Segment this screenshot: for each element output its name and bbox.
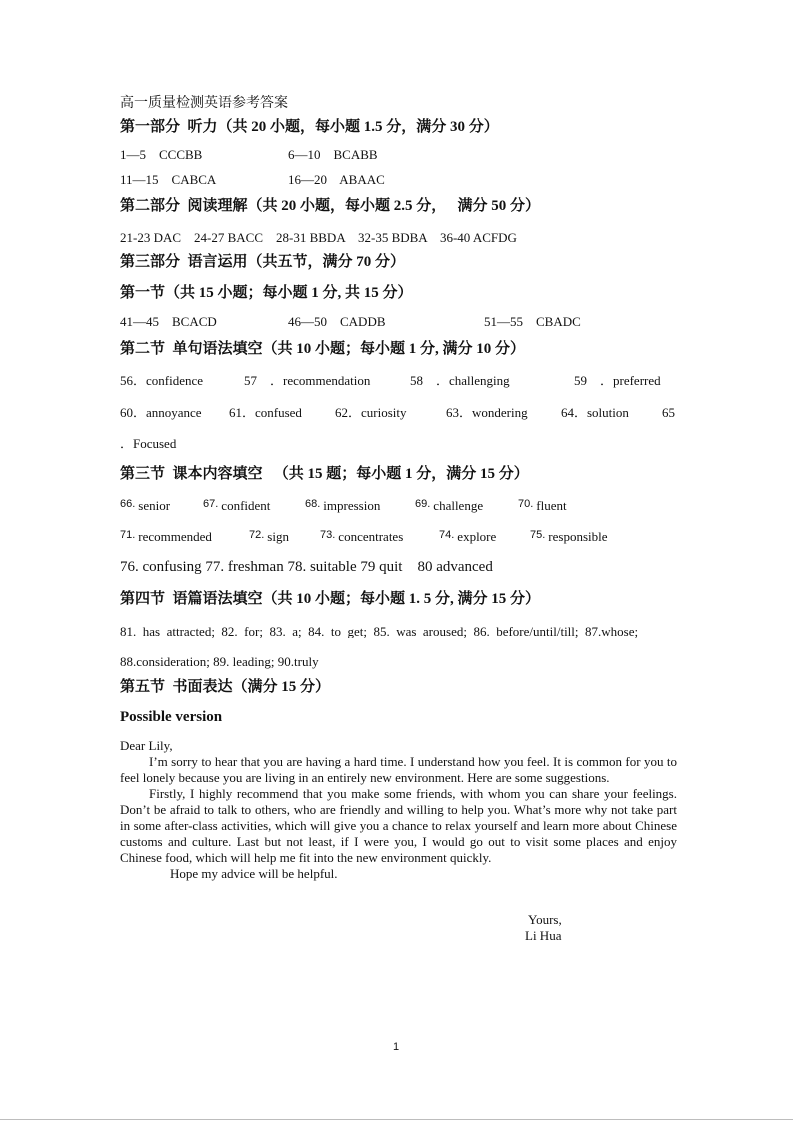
letter-signature: Li Hua [525,928,562,943]
section3-item-74 [439,530,496,543]
letter-closing: Yours, [528,912,562,927]
section3-item-71 [120,530,212,543]
section2-answer-61: 61．confused [229,405,302,420]
item-number: 75. [530,529,546,541]
section3-item-69 [415,499,483,512]
letter-paragraph-1: I’m sorry to hear that you are having a hard time. I understand how you feel. It is common for you to feel lonely because you are living in an entirely new environment. Here are some suggestions. [120,754,677,785]
section1-answers-46-50: 46—50 CADDB [288,314,386,329]
model-letter [120,738,677,882]
section3-item-72 [249,530,289,543]
part2-answers: 21-23 DAC 24-27 BACC 28-31 BBDA 32-35 BDBA 36-40 ACFDG [120,230,517,245]
page-number: 1 [393,1041,400,1053]
item-number: 67. [203,498,219,510]
section2-answer-65-number: 65 [662,405,675,420]
part1-heading: 第一部分 听力（共 20 小题，每小题 1.5 分，满分 30 分） [120,119,499,135]
item-answer: impression [323,498,381,513]
section1-answers-41-45: 41—45 BCACD [120,314,217,329]
section3-item-68 [305,499,380,512]
section3-item-70 [518,499,567,512]
section3-item-75 [530,530,608,543]
item-answer: responsible [548,529,608,544]
section2-answer-64: 64．solution [561,405,629,420]
section2-answer-65: ．Focused [120,436,177,451]
section3-item-66 [120,499,170,512]
item-number: 71. [120,529,136,541]
item-number: 68. [305,498,321,510]
page-bottom-rule [0,1119,793,1120]
section1-answers-51-55: 51—55 CBADC [484,314,581,329]
part3-heading: 第三部分 语言运用（共五节，满分 70 分） [120,254,406,270]
section3-heading: 第三节 课本内容填空 （共 15 题；每小题 1 分，满分 15 分） [120,466,529,482]
section2-answer-62: 62．curiosity [335,405,407,420]
item-number: 70. [518,498,534,510]
section1-heading: 第一节（共 15 小题；每小题 1 分, 共 15 分） [120,285,413,301]
document-title: 高一质量检测英语参考答案 [120,96,288,111]
letter-paragraph-2: Firstly, I highly recommend that you make some friends, with whom you can share your feelings. Don’t be afraid to talk to others, who are friendly and willing to help you. What’s more why not take part in some after-class activities, which will give you a chance to relax yourself and learn more about Chinese customs and culture. Last but not least, if I were you, I would go out to visit some places and enjoy Chinese food, which will help me fit into the new environment quickly. [120,786,677,865]
section2-answer-56: 56．confidence [120,373,204,388]
section4-answers-line2: 88.consideration; 89. leading; 90.truly [120,654,319,669]
part2-heading: 第二部分 阅读理解（共 20 小题，每小题 2.5 分， 满分 50 分） [120,198,541,214]
section2-heading: 第二节 单句语法填空（共 10 小题；每小题 1 分, 满分 10 分） [120,341,526,357]
part1-answers-6-10: 6—10 BCABB [288,147,378,162]
section3-answers-76-80: 76. confusing 77. freshman 78. suitable 79 quit 80 advanced [120,559,493,575]
section3-item-73 [320,530,403,543]
item-answer: fluent [536,498,567,513]
section4-heading: 第四节 语篇语法填空（共 10 小题；每小题 1. 5 分, 满分 15 分） [120,591,541,607]
item-number: 66. [120,498,136,510]
possible-version-label: Possible version [120,709,223,725]
item-number: 74. [439,529,455,541]
section4-answers-line1: 81. has attracted; 82. for; 83. a; 84. to get; 85. was aroused; 86. before/until/till; 87.whose; [120,625,639,638]
part1-answers-16-20: 16—20 ABAAC [288,172,385,187]
section2-answer-57: 57 ．recommendation [244,373,371,388]
item-answer: confident [221,498,271,513]
section3-item-67 [203,499,270,512]
section2-answer-63: 63．wondering [446,405,528,420]
item-answer: concentrates [338,529,404,544]
item-answer: senior [138,498,171,513]
item-answer: sign [267,529,289,544]
section2-answer-58: 58 ．challenging [410,373,510,388]
section5-heading: 第五节 书面表达（满分 15 分） [120,679,331,695]
letter-greeting: Dear Lily, [120,738,173,753]
item-answer: explore [457,529,497,544]
section2-answer-59: 59 ．preferred [574,373,661,388]
part1-answers-11-15: 11—15 CABCA [120,172,217,187]
item-number: 69. [415,498,431,510]
item-number: 72. [249,529,265,541]
item-number: 73. [320,529,336,541]
item-answer: recommended [138,529,212,544]
letter-paragraph-3: Hope my advice will be helpful. [170,866,338,881]
part1-answers-1-5: 1—5 CCCBB [120,147,203,162]
section2-answer-60: 60．annoyance [120,405,202,420]
item-answer: challenge [433,498,484,513]
